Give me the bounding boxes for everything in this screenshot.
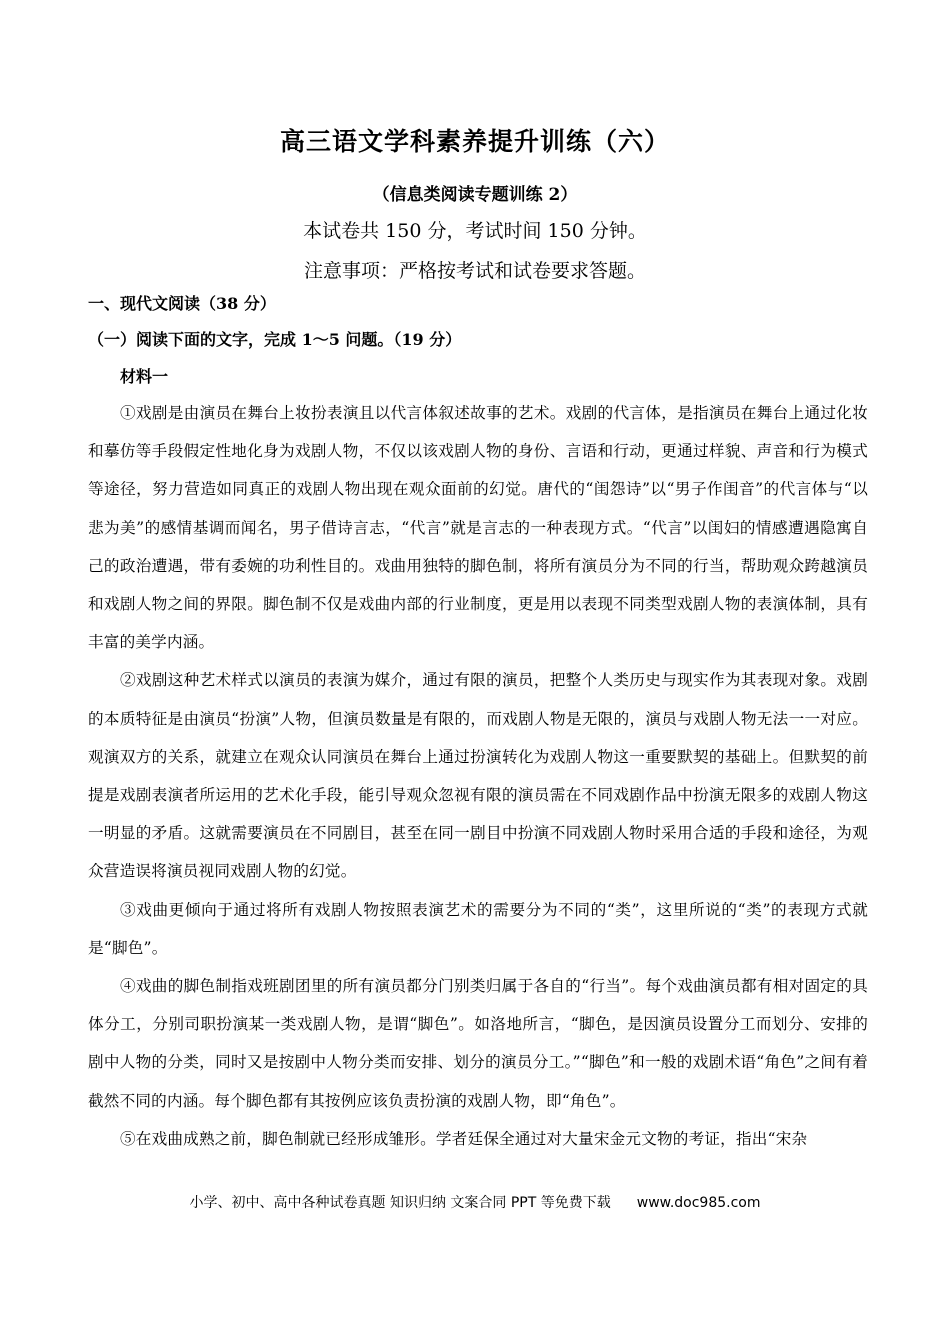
section-heading: 一、现代文阅读（38 分）: [88, 294, 276, 313]
page-subtitle: （信息类阅读专题训练 2）: [372, 185, 578, 205]
passage-paragraph: ④戏曲的脚色制指戏班剧团里的所有演员都分门别类归属于各自的“行当”。每个戏曲演员都有相对固定的具体分工，分别司职扮演某一类戏剧人物，是谓“脚色”。如洛地所言，“脚色，是因演员设置分工而划分、安排的剧中人物的分类，同时又是按剧中人物分类而安排、划分的演员分工。”“脚色”和一般的戏剧术语“角色”之间有着截然不同的内涵。每个脚色都有其按例应该负责扮演的戏剧人物，即“角色”。: [88, 977, 868, 1110]
passage-paragraph: ②戏剧这种艺术样式以演员的表演为媒介，通过有限的演员，把整个人类历史与现实作为其表现对象。戏剧的本质特征是由演员“扮演”人物，但演员数量是有限的，而戏剧人物是无限的，演员与戏剧人物无法一一对应。观演双方的关系，就建立在观众认同演员在舞台上通过扮演转化为戏剧人物这一重要默契的基础上。但默契的前提是戏剧表演者所运用的艺术化手段，能引导观众忽视有限的演员需在不同戏剧作品中扮演无限多的戏剧人物这一明显的矛盾。这就需要演员在不同剧目，甚至在同一剧目中扮演不同戏剧人物时采用合适的手段和途径，为观众营造误将演员视同戏剧人物的幻觉。: [88, 671, 868, 881]
material-label: 材料一: [120, 367, 169, 386]
reading-passage: [88, 394, 868, 1158]
exam-notice-line: 注意事项：严格按考试和试卷要求答题。: [303, 260, 646, 282]
page-footer: [0, 1192, 950, 1212]
footer-url: www.doc985.com: [636, 1195, 761, 1211]
question-heading: （一）阅读下面的文字，完成 1～5 问题。（19 分）: [88, 330, 462, 349]
footer-text: 小学、初中、高中各种试卷真题 知识归纳 文案合同 PPT 等免费下载: [189, 1195, 611, 1211]
passage-paragraph: ⑤在戏曲成熟之前，脚色制就已经形成雏形。学者廷保全通过对大量宋金元文物的考证，指出“宋杂: [120, 1129, 808, 1148]
passage-paragraph: ③戏曲更倾向于通过将所有戏剧人物按照表演艺术的需要分为不同的“类”，这里所说的“类”的表现方式就是“脚色”。: [88, 900, 868, 957]
page-title: 高三语文学科素养提升训练（六）: [279, 127, 670, 156]
exam-info-line: 本试卷共 150 分，考试时间 150 分钟。: [303, 220, 647, 242]
passage-paragraph: ①戏剧是由演员在舞台上妆扮表演且以代言体叙述故事的艺术。戏剧的代言体，是指演员在舞台上通过化妆和摹仿等手段假定性地化身为戏剧人物，不仅以该戏剧人物的身份、言语和行动，更通过样貌、声音和行为模式等途径，努力营造如同真正的戏剧人物出现在观众面前的幻觉。唐代的“闺怨诗”以“男子作闺音”的代言体与“以悲为美”的感情基调而闻名，男子借诗言志，“代言”就是言志的一种表现方式。“代言”以闺妇的情感遭遇隐寓自己的政治遭遇，带有委婉的功利性目的。戏曲用独特的脚色制，将所有演员分为不同的行当，帮助观众跨越演员和戏剧人物之间的界限。脚色制不仅是戏曲内部的行业制度，更是用以表现不同类型戏剧人物的表演体制，具有丰富的美学内涵。: [88, 404, 868, 652]
